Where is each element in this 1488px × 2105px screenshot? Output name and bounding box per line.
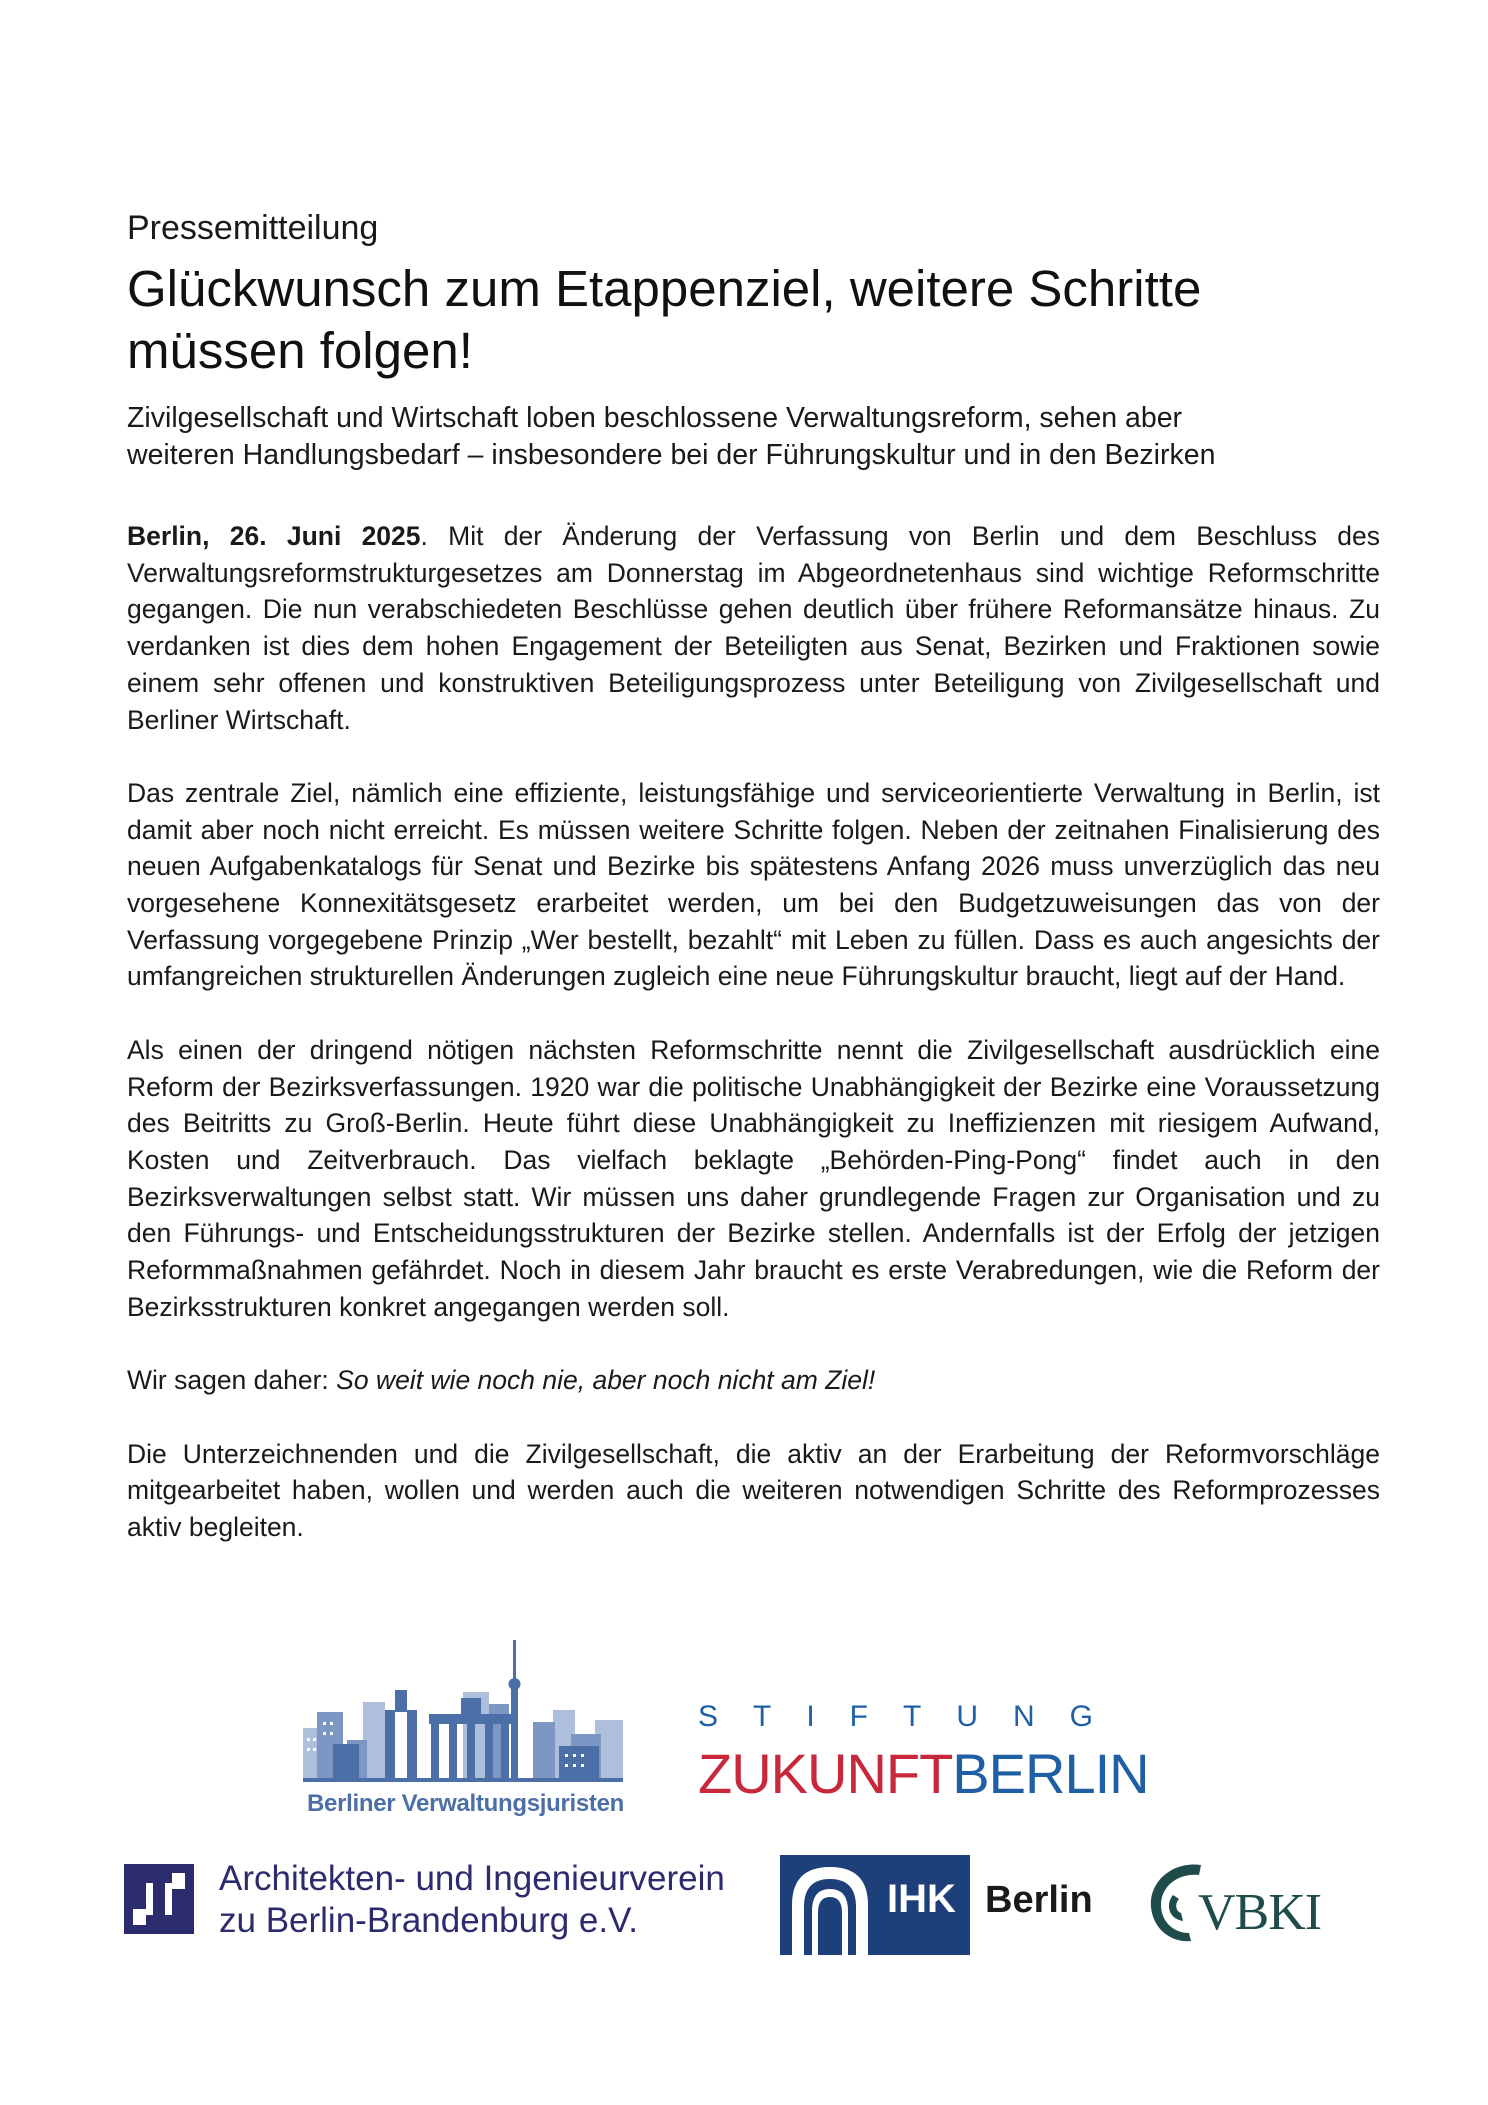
szb-berlin: BERLIN	[952, 1742, 1149, 1805]
vbki-text: VBKI	[1198, 1884, 1322, 1941]
ihk-mark-text: IHK	[887, 1877, 956, 1921]
paragraph-2: Das zentrale Ziel, nämlich eine effiziente, leistungsfähige und serviceorientierte Verwaltung in Berlin, ist damit aber noch nicht erreicht. Es müssen weitere Schritte folgen. Neben der zeitnahen Finalisierung des neuen Aufgabenkatalogs für Senat und Bezirke bis spätestens Anfang 2026 muss unverzüglich das neu vorgesehene Konnexitätsgesetz erarbeitet werden, um bei den Budgetzuweisungen das von der Verfassung vorgegebene Prinzip „Wer bestellt, bezahlt“ mit Leben zu füllen. Dass es auch angesichts der umfangreichen strukturellen Änderungen zugleich eine neue Führungskultur braucht, liegt auf der Hand.	[127, 777, 1380, 992]
document-type-label: Pressemitteilung	[127, 209, 379, 247]
berliner-verwaltungsjuristen-logo	[303, 1640, 623, 1820]
aiv-name-line-1: Architekten- und Ingenieurverein	[219, 1859, 725, 1898]
subheadline	[127, 400, 1380, 474]
aiv-logo	[124, 1858, 764, 1958]
aiv-mark-icon	[124, 1864, 194, 1934]
ihk-city-text: Berlin	[985, 1879, 1093, 1921]
szb-top-text: STIFTUNG	[698, 1700, 1128, 1733]
paragraph-3: Als einen der dringend nötigen nächsten Reformschritte nennt die Zivilgesellschaft ausdrücklich eine Reform der Bezirksverfassungen. 1920 war die politische Unabhängigkeit der Bezirke eine Voraussetzung des Beitritts zu Groß-Berlin. Heute führt diese Unabhängigkeit zu Ineffizienzen mit riesigem Aufwand, Kosten und Zeitverbrauch. Das vielfach beklagte „Behörden-Ping-Pong“ findet auch in den Bezirksverwaltungen selbst statt. Wir müssen uns daher grundlegende Fragen zur Organisation und zu den Führungs- und Entscheidungsstrukturen der Bezirke stellen. Andernfalls ist der Erfolg der jetzigen Reformmaßnahmen gefährdet. Noch in diesem Jahr braucht es erste Verabredungen, wie die Reform der Bezirksstrukturen konkret angegangen werden soll.	[127, 1034, 1380, 1322]
dateline: Berlin, 26. Juni 2025	[127, 521, 421, 551]
bvj-caption: Berliner Verwaltungsjuristen	[307, 1790, 625, 1817]
aiv-name	[219, 1858, 725, 1942]
headline-line-2: müssen folgen!	[127, 322, 473, 379]
ihk-block	[780, 1855, 970, 1955]
subheadline-line-1: Zivilgesellschaft und Wirtschaft loben beschlossene Verwaltungsreform, sehen aber	[127, 402, 1183, 434]
ihk-berlin-logo	[780, 1855, 1093, 1955]
berlin-skyline-icon	[303, 1640, 623, 1785]
paragraph-4-lead: Wir sagen daher:	[127, 1365, 337, 1396]
body-text	[127, 518, 1380, 1546]
headline-line-1: Glückwunsch zum Etappenziel, weitere Schritte	[127, 260, 1202, 317]
paragraph-1-text: . Mit der Änderung der Verfassung von Berlin und dem Beschluss des Verwaltungsreformstrukturgesetzes am Donnerstag im Abgeordnetenhaus sind wichtige Reformschritte gegangen. Die nun verabschiedeten Beschlüsse gehen deutlich über frühere Reformansätze hinaus. Zu verdanken ist dies dem hohen Engagement der Beteiligten aus Senat, Bezirken und Fraktionen sowie einem sehr offenen und konstruktiven Beteiligungsprozess unter Beteiligung von Zivilgesellschaft und Berliner Wirtschaft.	[127, 521, 1380, 735]
ihk-arch-icon	[780, 1855, 880, 1955]
subheadline-line-2: weiteren Handlungsbedarf – insbesondere bei der Führungskultur und in den Bezirken	[127, 439, 1216, 471]
vbki-logo	[1143, 1855, 1333, 1955]
paragraph-1	[127, 518, 1380, 738]
paragraph-4	[127, 1362, 1380, 1399]
szb-zukunft: ZUKUNFT	[698, 1742, 953, 1805]
aiv-name-line-2: zu Berlin-Brandenburg e.V.	[219, 1901, 638, 1940]
headline	[127, 258, 1380, 382]
paragraph-5: Die Unterzeichnenden und die Zivilgesellschaft, die aktiv an der Erarbeitung der Reformvorschläge mitgearbeitet haben, wollen und werden auch die weiteren notwendigen Schritte des Reformprozesses aktiv begleiten.	[127, 1438, 1380, 1542]
stiftung-zukunft-berlin-logo	[698, 1700, 1168, 1810]
closing-quote: So weit wie noch nie, aber noch nicht am Ziel!	[336, 1365, 876, 1396]
szb-bottom-text	[698, 1744, 1149, 1804]
